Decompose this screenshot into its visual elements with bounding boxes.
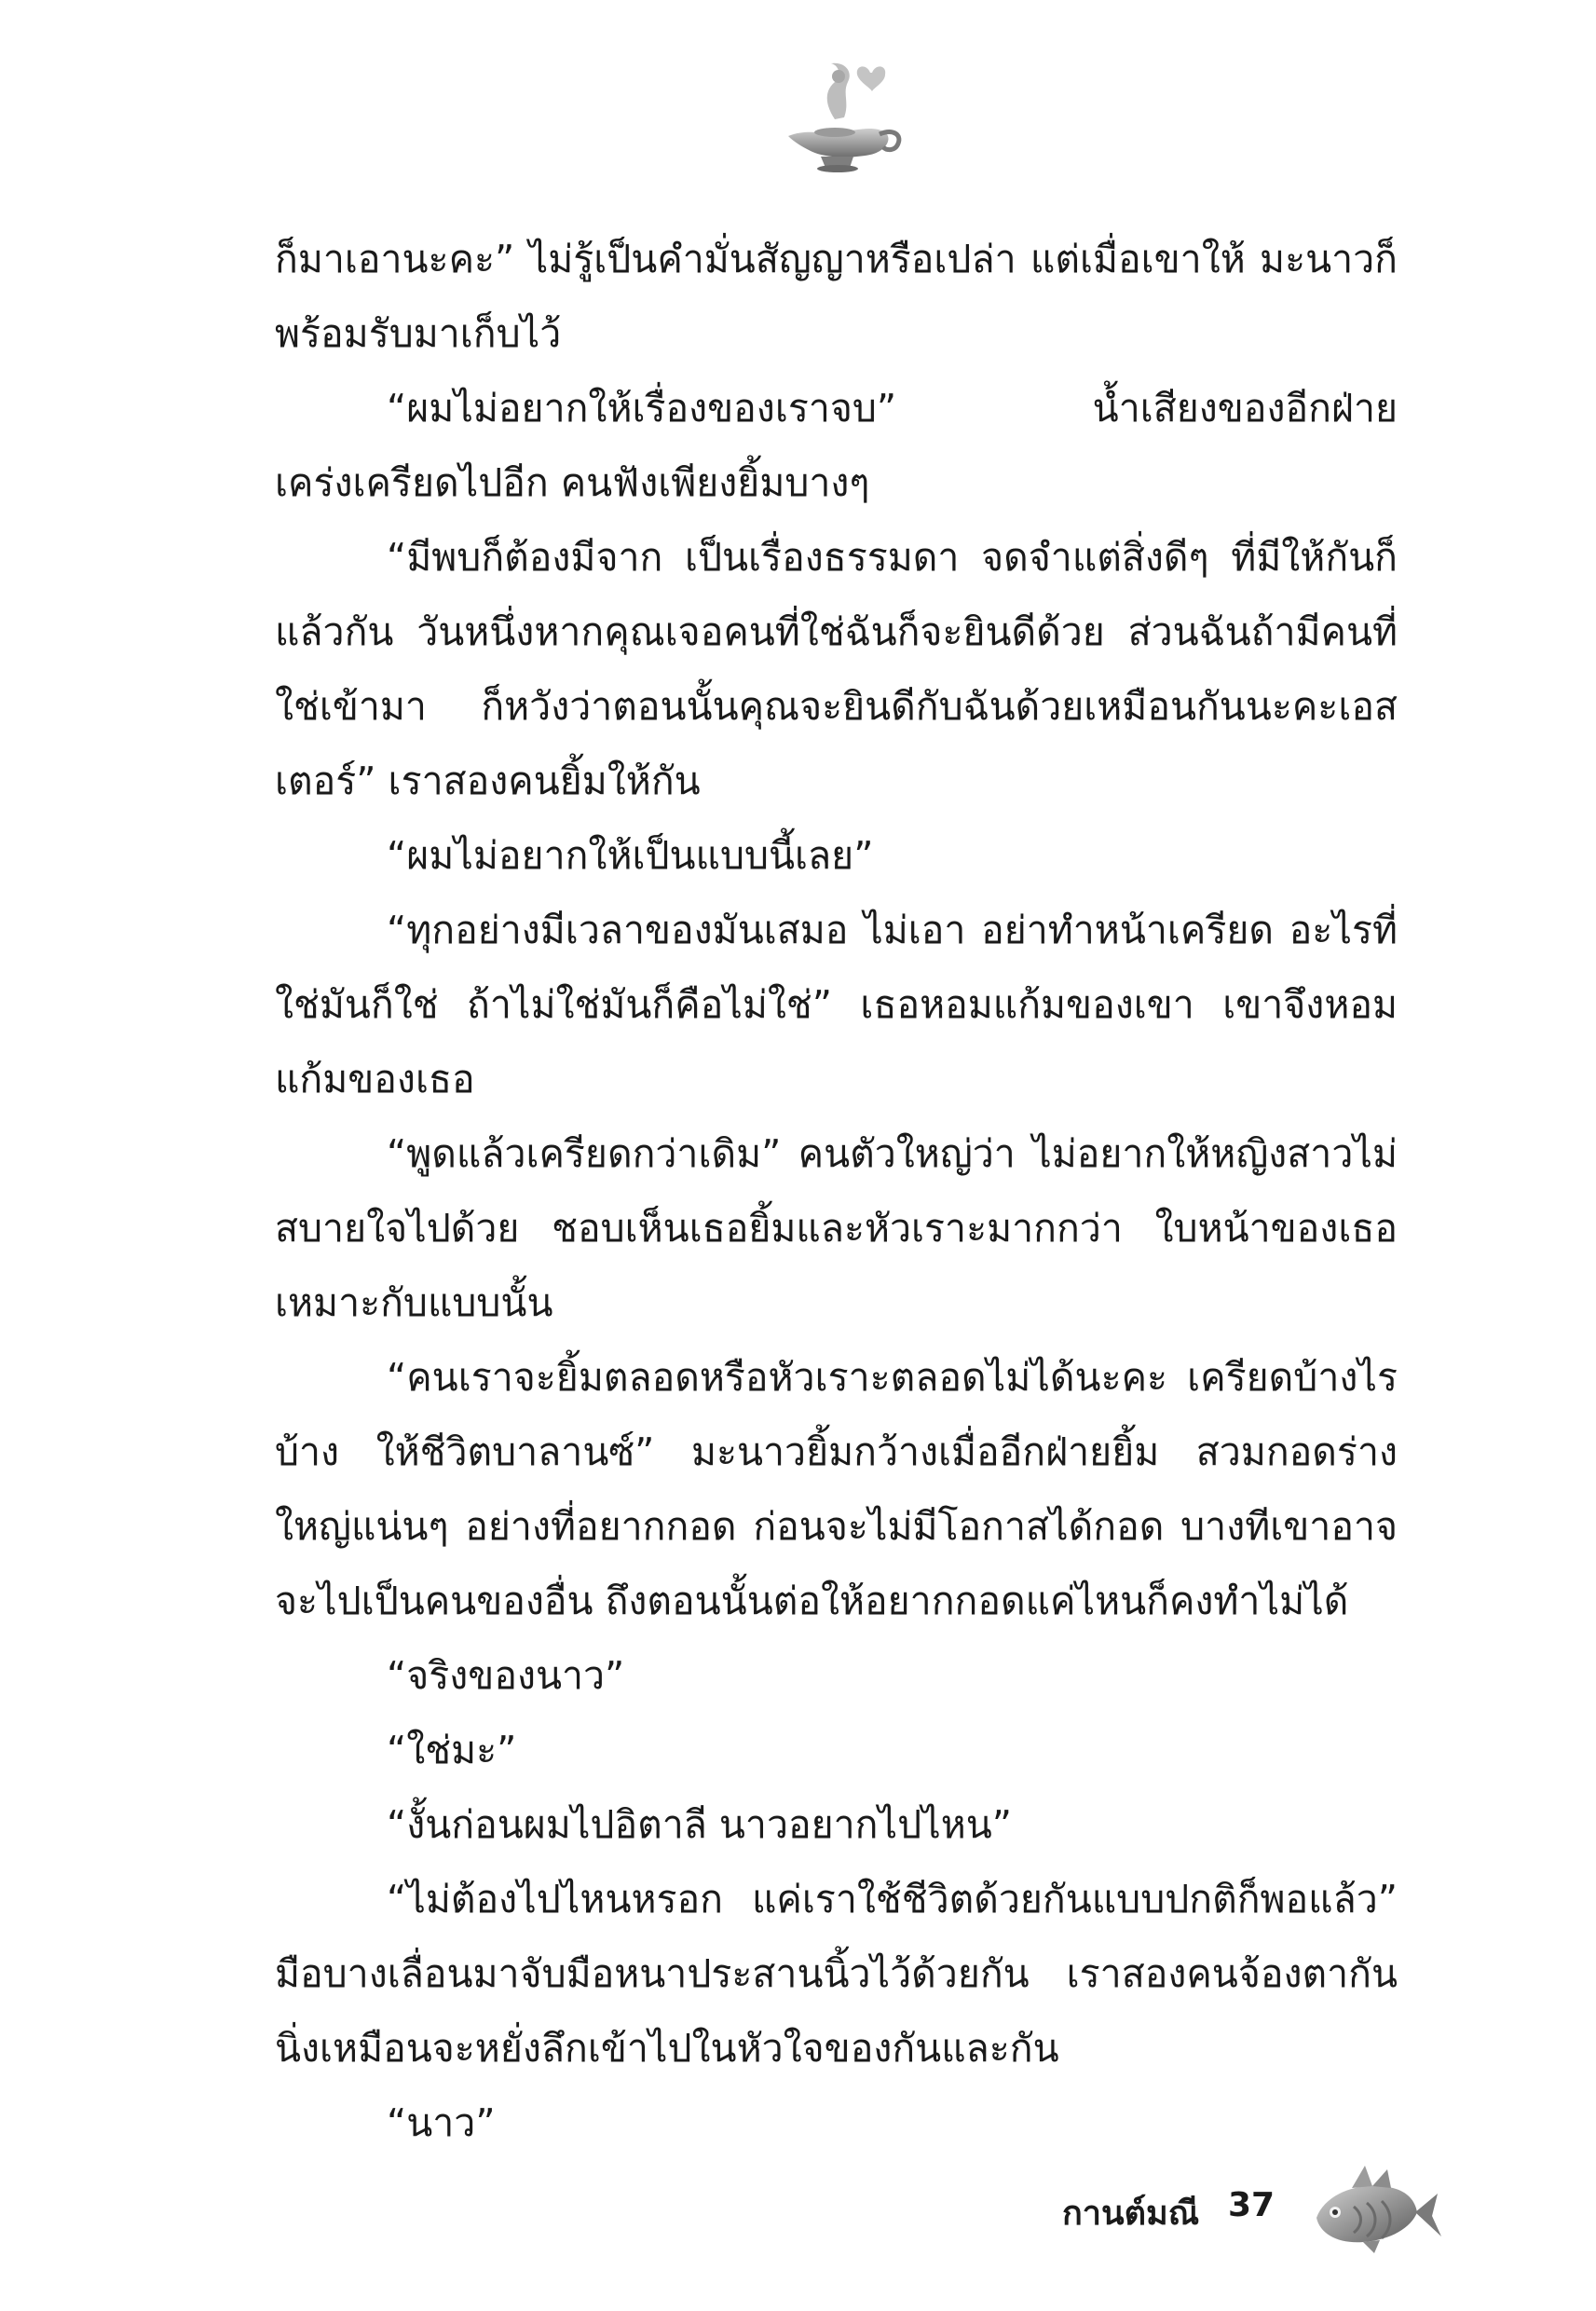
paragraph: ก็มาเอานะคะ” ไม่รู้เป็นคำมั่นสัญญาหรือเปล่า แต่เมื่อเขาให้ มะนาวก็พร้อมรับมาเก็บไว้ [275,237,1398,356]
body-text [275,222,1398,2160]
paragraph: “ผมไม่อยากให้เป็นแบบนี้เลย” [387,833,874,878]
paragraph: “นาว” [387,2100,496,2145]
paragraph: “พูดแล้วเครียดกว่าเดิม” คนตัวใหญ่ว่า ไม่อยากให้หญิงสาวไม่สบายใจไปด้วย ชอบเห็นเธอยิ้มและหัวเราะมากกว่า ใบหน้าของเธอเหมาะกับแบบนั้น [275,1131,1398,1325]
paragraph: “ผมไม่อยากให้เรื่องของเราจบ” น้ำเสียงของอีกฝ่ายเคร่งเครียดไปอีก คนฟังเพียงยิ้มบางๆ [275,386,1398,505]
paragraph: “คนเราจะยิ้มตลอดหรือหัวเราะตลอดไม่ได้นะคะ เครียดบ้างไรบ้าง ให้ชีวิตบาลานซ์” มะนาวยิ้มกว้างเมื่ออีกฝ่ายยิ้ม สวมกอดร่างใหญ่แน่นๆ อย่างที่อยากกอด ก่อนจะไม่มีโอกาสได้กอด บางทีเขาอาจจะไปเป็นคนของอื่น ถึงตอนนั้นต่อให้อยากกอดแค่ไหนก็คงทำไม่ได้ [275,1355,1398,1623]
paragraph: “จริงของนาว” [387,1653,625,1698]
paragraph: “ไม่ต้องไปไหนหรอก แค่เราใช้ชีวิตด้วยกันแบบปกติก็พอแล้ว” มือบางเลื่อนมาจับมือหนาประสานนิ้วไว้ด้วยกัน เราสองคนจ้องตากันนิ่งเหมือนจะหยั่งลึกเข้าไปในหัวใจของกันและกัน [275,1877,1398,2071]
paragraph: “ใช่มะ” [387,1728,517,1772]
paragraph: “มีพบก็ต้องมีจาก เป็นเรื่องธรรมดา จดจำแต่สิ่งดีๆ ที่มีให้กันก็แล้วกัน วันหนึ่งหากคุณเจอคนที่ใช่ฉันก็จะยินดีด้วย ส่วนฉันถ้ามีคนที่ใช่เข้ามา ก็หวังว่าตอนนั้นคุณจะยินดีกับฉันด้วยเหมือนกันนะคะเอสเตอร์” เราสองคนยิ้มให้กัน [275,535,1398,803]
paragraph: “งั้นก่อนผมไปอิตาลี นาวอยากไปไหน” [387,1802,1013,1847]
page-footer [1044,2160,1463,2263]
magic-lamp-icon [770,54,909,175]
book-title: กานต์มณี [1062,2195,1200,2233]
fish-icon [1307,2160,1447,2258]
paragraph: “ทุกอย่างมีเวลาของมันเสมอ ไม่เอา อย่าทำหน้าเครียด อะไรที่ใช่มันก็ใช่ ถ้าไม่ใช่มันก็คือไม่ใช่” เธอหอมแก้มของเขา เขาจึงหอมแก้มของเธอ [275,908,1398,1101]
page-number: 37 [1228,2186,1275,2224]
